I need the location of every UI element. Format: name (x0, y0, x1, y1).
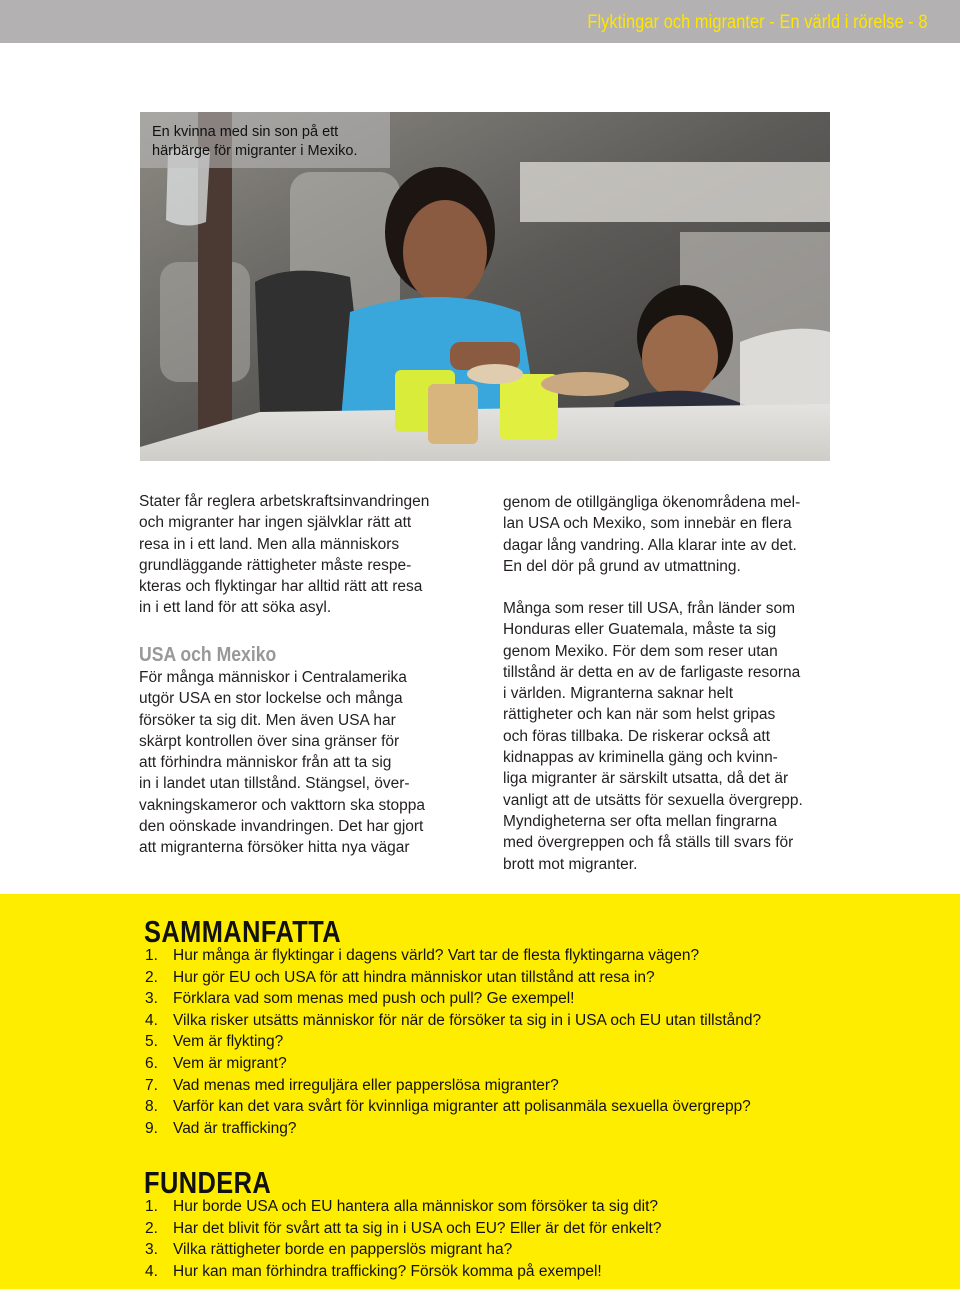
photo-caption (140, 112, 390, 168)
item-number: 4. (145, 1262, 158, 1280)
text-line: den oönskade invandringen. Det har gjort (139, 818, 424, 836)
caption-line-1: En kvinna med sin son på ett (152, 124, 339, 140)
item-text: Vad menas med irreguljära eller papperslösa migranter? (173, 1076, 559, 1094)
item-number: 2. (145, 968, 158, 986)
item-number: 5. (145, 1033, 158, 1051)
text-line: En del dör på grund av utmattning. (503, 557, 741, 575)
right-column-paragraph-1 (503, 492, 843, 577)
text-line: genom de otillgängliga ökenområdena mel- (503, 494, 801, 511)
text-line: in i ett land för att söka asyl. (139, 599, 332, 617)
item-text: Varför kan det vara svårt för kvinnliga migranter att polisanmäla sexuella övergrepp? (173, 1098, 751, 1116)
text-line: kteras och flyktingar har alltid rätt att resa (139, 578, 423, 596)
item-text: Vad är trafficking? (173, 1119, 297, 1137)
text-line: Stater får reglera arbetskraftsinvandringen (139, 493, 430, 510)
item-number: 1. (145, 947, 158, 964)
text-line: att migranterna försöker hitta nya vägar (139, 839, 410, 857)
item-number: 1. (145, 1198, 158, 1215)
text-line: Många som reser till USA, från länder som (503, 600, 796, 617)
fundera-heading: FUNDERA (144, 1165, 272, 1200)
running-header: Flyktingar och migranter - En värld i rörelse - 8 (587, 12, 928, 33)
text-line: vakningskameror och vakttorn ska stoppa (139, 796, 426, 814)
text-line: Myndigheterna ser ofta mellan fingrarna (503, 812, 777, 830)
text-line: vanligt att de utsätts för sexuella övergrepp. (503, 791, 803, 809)
text-line: i världen. Migranterna saknar helt (503, 685, 734, 703)
caption-line-2: härbärge för migranter i Mexiko. (152, 143, 358, 159)
text-line: försöker ta sig dit. Men även USA har (139, 711, 396, 729)
item-number: 9. (145, 1119, 158, 1137)
item-text: Vilka rättigheter borde en papperslös migrant ha? (173, 1241, 513, 1259)
left-column-usa-section (139, 667, 469, 859)
text-line: och föras tillbaka. De riskerar också att (503, 727, 771, 745)
text-line: in i landet utan tillstånd. Stängsel, över- (139, 775, 410, 793)
text-line: att förhindra människor från att ta sig (139, 754, 392, 772)
text-line: tillstånd är detta en av de farligaste resorna (503, 663, 801, 681)
text-line: dagar lång vandring. Alla klarar inte av det. (503, 536, 797, 554)
text-line: Honduras eller Guatemala, måste ta sig (503, 621, 777, 639)
item-text: Vem är flykting? (173, 1033, 284, 1051)
item-text: Hur gör EU och USA för att hindra människor utan tillstånd att resa in? (173, 968, 655, 986)
text-line: skärpt kontrollen över sina gränser för (139, 732, 400, 750)
text-line: brott mot migranter. (503, 855, 638, 873)
item-number: 6. (145, 1054, 158, 1072)
text-line: rättigheter och kan när som helst gripas (503, 706, 776, 724)
item-number: 3. (145, 1241, 158, 1259)
left-column-intro (139, 491, 469, 619)
text-line: och migranter har ingen självklar rätt att (139, 514, 412, 532)
item-number: 8. (145, 1098, 158, 1116)
text-line: grundläggande rättigheter måste respe- (139, 556, 412, 574)
item-number: 2. (145, 1219, 158, 1237)
usa-mexiko-heading: USA och Mexiko (139, 644, 277, 666)
text-line: resa in i ett land. Men alla människors (139, 535, 400, 553)
item-text: Har det blivit för svårt att ta sig in i USA och EU? Eller är det för enkelt? (173, 1219, 662, 1237)
text-line: lan USA och Mexiko, som innebär en flera (503, 515, 792, 533)
item-text: Hur många är flyktingar i dagens värld? Vart tar de flesta flyktingarna vägen? (173, 947, 700, 964)
text-line: För många människor i Centralamerika (139, 669, 407, 686)
item-text: Förklara vad som menas med push och pull? Ge exempel! (173, 990, 575, 1008)
item-number: 7. (145, 1076, 158, 1094)
text-line: utgör USA en stor lockelse och många (139, 690, 403, 708)
text-line: liga migranter är särskilt utsatta, då det är (503, 770, 789, 788)
item-text: Vem är migrant? (173, 1054, 287, 1072)
sammanfatta-heading: SAMMANFATTA (144, 914, 342, 949)
item-number: 4. (145, 1011, 158, 1029)
item-text: Vilka risker utsätts människor för när de försöker ta sig in i USA och EU utan tillstånd? (173, 1011, 762, 1029)
text-line: med övergreppen och få ställs till svars för (503, 834, 794, 852)
item-number: 3. (145, 990, 158, 1008)
text-line: genom Mexiko. För dem som reser utan (503, 642, 778, 660)
item-text: Hur kan man förhindra trafficking? Försök komma på exempel! (173, 1262, 602, 1280)
header-bar (0, 0, 960, 43)
item-text: Hur borde USA och EU hantera alla människor som försöker ta sig dit? (173, 1198, 659, 1215)
text-line: kidnappas av kriminella gäng och kvinn- (503, 749, 778, 767)
right-column-paragraph-2 (503, 598, 843, 875)
